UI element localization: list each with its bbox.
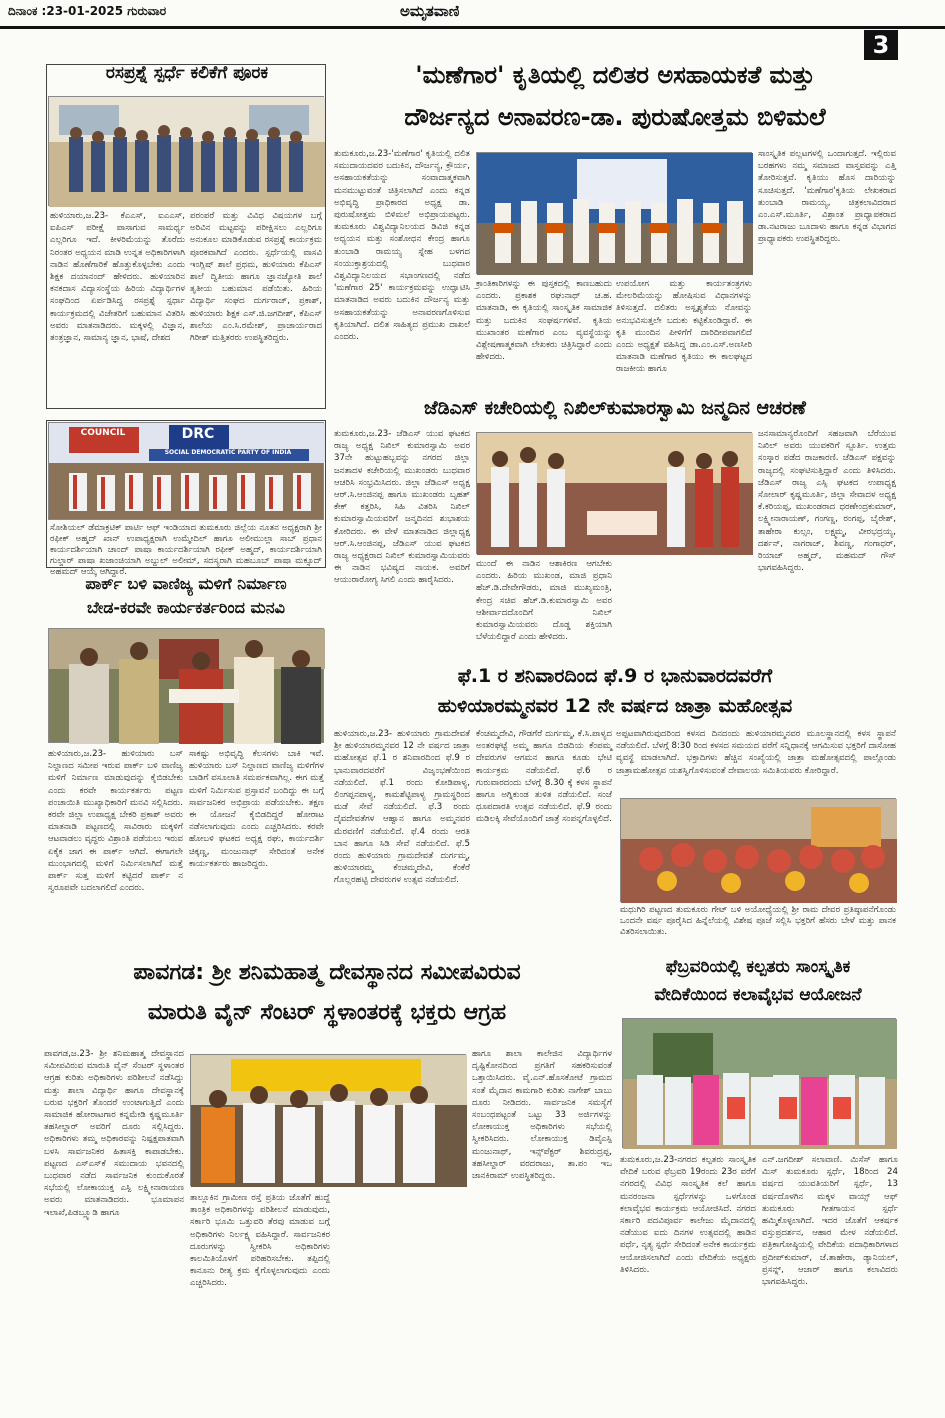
manegara-body-col4: ಸಾಂಸ್ಕೃತಿಕ ಪಲ್ಲಟಗಳಲ್ಲಿ ಒಂದಾಗುತ್ತದೆ. ಇಲ್ಲಿರುವ ಬರಹಗಳು ನಮ್ಮ ಸಮಾಜದ ವಾಸ್ತವವನ್ನು ಎತ್ತಿ ತೋರಿಸುತ್ತವೆ. ಕೃತಿಯು ಹೊಸ ದಾರಿಯನ್ನು ಸೂಚಿಸುತ್ತದೆ. 'ಮಣೆಗಾರ'ಕೃತಿಯ ಲೇಖಕರಾದ ತುಂಬಾಡಿ ರಾಮಯ್ಯ, ಚಿತ್ರಕಲಾವಿದರಾದ ಎಂ.ಎಸ್.ಮೂರ್ತಿ, ವಿಶ್ರಾಂತ ಪ್ರಾಧ್ಯಾಪಕರಾದ ಡಾ.ನಟರಾಜು ಬೂದಾಳು ಹಾಗೂ ಕನ್ನಡ ವಿಭಾಗದ ಪ್ರಾಧ್ಯಾಪಕರು ಉಪಸ್ಥಿತರಿದ್ದರು.: [758, 149, 896, 245]
newspaper-name: ಅಮೃತವಾಣಿ: [400, 2, 460, 20]
jds-body-col1: ತುಮಕೂರು,ಜ.23- ಜೆಡಿಎಸ್ ಯುವ ಘಟಕದ ರಾಜ್ಯ ಅಧ್ಯಕ್ಷ ನಿಖಿಲ್ ಕುಮಾರಸ್ವಾಮಿ ಅವರ 37ನೇ ಹುಟ್ಟುಹಬ್ಬವನ್ನು ನಗರದ ಜಿಲ್ಲಾ ಜನತಾದಳ ಕಚೇರಿಯಲ್ಲಿ ಮುಖಂಡರು ಬುಧವಾರ ಆಚರಿಸಿ ಸಂಭ್ರಮಿಸಿದರು. ಜಿಲ್ಲಾ ಜೆಡಿಎಸ್ ಅಧ್ಯಕ್ಷ ಆರ್.ಸಿ.ಆಂಜಿನಪ್ಪ ಹಾಗೂ ಮುಖಂಡರು ಬೃಹತ್ ಕೇಕ್ ಕತ್ತರಿಸಿ, ಸಿಹಿ ವಿತರಿಸಿ ನಿಖಿಲ್ ಕುಮಾರಸ್ವಾಮಿಯವರಿಗೆ ಜನ್ಮದಿನದ ಶುಭಾಶಯ ಕೋರಿದರು. ಈ ವೇಳೆ ಮಾತನಾಡಿದ ಜಿಲ್ಲಾಧ್ಯಕ್ಷ ಆರ್.ಸಿ.ಆಂಜಿನಪ್ಪ, ಜೆಡಿಎಸ್ ಯುವ ಘಟಕದ ರಾಜ್ಯ ಅಧ್ಯಕ್ಷರಾದ ನಿಖಿಲ್ ಕುಮಾರಸ್ವಾಮಿಯವರು ಈ ನಾಡಿನ ಭವಿಷ್ಯದ ನಾಯಕ. ಅವರಿಗೆ ಆಯುರಾರೋಗ್ಯ ಸಿಗಲಿ ಎಂದು ಹಾರೈಸಿದರು.: [334, 429, 470, 586]
kalpataru-headline-line1: ಫೆಬ್ರವರಿಯಲ್ಲಿ ಕಲ್ಪತರು ಸಾಂಸ್ಕೃತಿಕ: [665, 957, 851, 977]
pavagada-lokayukta-photo: [190, 1054, 466, 1186]
sdpi-banner-council: COUNCIL: [80, 428, 126, 438]
park-memorandum-photo: [48, 628, 324, 743]
quiz-winners-photo: [48, 96, 324, 206]
quiz-body-col1: ಹುಳಿಯಾರು,ಜ.23- ಕೆಎಎಸ್, ಐಎಎಸ್, ಐಪಿಎಸ್ ಪರೀಕ್ಷೆ ಪಾಸಾಗುವ ಸಾಮರ್ಥ್ಯ ಎಲ್ಲರಿಗೂ ಇದೆ. ಕೀಳರಿಮೆಯನ್ನು ತೊರೆದು ನಿರಂತರ ಅಧ್ಯಯನ ಮಾಡಿ ಉನ್ನತ ಅಧಿಕಾರಿಗಳಾಗಿ ನಾಡಿನ ಹೊಣೆಗಾರಿಕೆ ಹೊತ್ತುಕೊಳ್ಳಬೇಕು ಎಂದು ಶಿಕ್ಷಕ ದಯಾನಂದ್ ಹೇಳಿದರು. ಹುಳಿಯಾರಿನ ಕನಕದಾಸ ವಿದ್ಯಾಸಂಸ್ಥೆಯ ಹಿರಿಯ ವಿದ್ಯಾರ್ಥಿಗಳ ಸಂಘದಿಂದ ಏರ್ಪಡಿಸಿದ್ದ ರಸಪ್ರಶ್ನೆ ಸ್ಪರ್ಧಾ ಕಾರ್ಯಕ್ರಮದಲ್ಲಿ ವಿಜೇತರಿಗೆ ಬಹುಮಾನ ವಿತರಿಸಿ ಅವರು ಮಾತನಾಡಿದರು. ಮಕ್ಕಳಲ್ಲಿ ವಿಜ್ಞಾನ, ತಂತ್ರಜ್ಞಾನ, ಸಾಮಾನ್ಯ ಜ್ಞಾನ, ಭಾಷೆ, ದೇಶದ: [50, 211, 185, 344]
sdpi-caption: ಸೋಶಿಯಲ್ ಡೆಮಾಕ್ರಟಿಕ್ ಪಾರ್ಟಿ ಆಫ್ ಇಂಡಿಯಾದ ತುಮಕೂರು ಜಿಲ್ಲೆಯ ನೂತನ ಅಧ್ಯಕ್ಷರಾಗಿ ಶ್ರೀ ರಫೀಕ್ ಅಹ್ಮದ್ ಖಾನ್ ಉಪಾಧ್ಯಕ್ಷರಾಗಿ ಉಮ್ಮೇದಿಲ್ ಹಾಗೂ ಅಲೀಮುಲ್ಲಾ ಸಾಬ್ ಪ್ರಧಾನ ಕಾರ್ಯದರ್ಶಿಯಾಗಿ ಚಾಂದ್ ಪಾಷಾ ಕಾರ್ಯದರ್ಶಿಯಾಗಿ ರಫೀಕ್ ಅಹ್ಮದ್, ಕಾರ್ಯದರ್ಶಿಯಾಗಿ ಗುಲ್ಜಾರ್ ಪಾಷಾ ಖಜಾಂಚಿಯಾಗಿ ಅಬ್ದುಲ್ ಅಲೀಮ್, ಸದಸ್ಯರಾಗಿ ಮಹಬೂಬ್ ಪಾಷಾ ಮಕ್ಸೂದ್ ಅಹಮದ್ ಆಯ್ಕೆ ಆಗಿದ್ದಾರೆ.: [50, 523, 322, 577]
pavagada-headline-line1: ಪಾವಗಡ: ಶ್ರೀ ಶನಿಮಹಾತ್ಮ ದೇವಸ್ಥಾನದ ಸಮೀಪವಿರುವ: [133, 960, 521, 985]
pavagada-body-col3: ಹಾಗೂ ಶಾಲಾ ಕಾಲೇಜಿನ ವಿದ್ಯಾರ್ಥಿಗಳ ದೃಷ್ಟಿಕೋನದಿಂದ ಪ್ರಗತಿಗೆ ಸಹಕರಿಸುವಂತೆ ಒತ್ತಾಯಿಸಿದರು. ವೈ.ಎನ್.ಹೊಸಕೋಟೆ ಗ್ರಾಮದ ಸಂತೆ ಮೈದಾನ ಕಾಮಗಾರಿ ಕುರಿತು ನಾಗೇಶ್ ಬಾಬು ದೂರು ನೀಡಿದರು. ಸಾರ್ವಜನಿಕ ಸಮಸ್ಯೆಗೆ ಸಂಬಂಧಪಟ್ಟಂತೆ ಒಟ್ಟು 33 ಅರ್ಜಿಗಳನ್ನು ಲೋಕಾಯುಕ್ತ ಅಧಿಕಾರಿಗಳು ಸಭೆಯಲ್ಲಿ ಸ್ವೀಕರಿಸಿದರು. ಲೋಕಾಯುಕ್ತ ಡಿವೈಎಸ್ಪಿ ಮಂಜುನಾಥ್, ಇನ್ಸ್‌ಪೆಕ್ಟರ್ ಶಿವರುದ್ರಪ್ಪ, ತಹಸೀಲ್ದಾರ್ ವರದರಾಜು, ತಾ.ಪಂ ಇಒ ಜಾನಕಿರಾಮ್ ಉಪಸ್ಥಿತರಿದ್ದರು.: [472, 1049, 612, 1182]
jathre-body-col3: ಅಪ್ಪಟವಾಗಿರುವುದರಿಂದ ಕಳಸದ ದಿನದಂದು ಹುಳಿಯಾರಮ್ಮನವರ ಮೂಲಸ್ಥಾನದಲ್ಲಿ ಕಳಸ ಸ್ಥಾಪನೆ ನಡೆಯಲಿದೆ. ಬೆಳಗ್ಗೆ 8:30 ರಿಂದ ಕಳಸದ ಸಮಯದ ವರೆಗೆ ಸನ್ನಿಧಾನಕ್ಕೆ ಆಗಮಿಸುವ ಭಕ್ತರಿಗೆ ದಾಸೋಹ ವ್ಯವಸ್ಥೆ ಮಾಡಲಾಗಿದೆ. ಭಕ್ತಾದಿಗಳು ಹೆಚ್ಚಿನ ಸಂಖ್ಯೆಯಲ್ಲಿ ಜಾತ್ರಾ ಮಹೋತ್ಸವದಲ್ಲಿ ಪಾಲ್ಗೊಂಡು ಜಾತ್ರಾಮಹೋತ್ಸವ ಯಶಸ್ವಿಗೊಳಿಸುವಂತೆ ದೇವಾಲಯ ಸಮಿತಿಯವರು ಕೋರಿದ್ದಾರೆ.: [616, 729, 896, 776]
rama-pooja-caption: ಮಧುಗಿರಿ ಪಟ್ಟಣದ ತುಮಕೂರು ಗೇಟ್ ಬಳಿ ಅಯೋಧ್ಯೆಯಲ್ಲಿ ಶ್ರೀ ರಾಮ ದೇವರ ಪ್ರತಿಷ್ಠಾಪನೆಗೊಂಡು ಒಂದನೇ ವರ್ಷ ಪೂರೈಸಿದ ಹಿನ್ನೆಲೆಯಲ್ಲಿ ವಿಶೇಷ ಪೂಜೆ ಸಲ್ಲಿಸಿ ಭಕ್ತರಿಗೆ ಹೆಸರು ಬೇಳೆ ಮತ್ತು ಪಾನಕ ವಿತರಿಸಲಾಯಿತು.: [620, 905, 896, 937]
kalpataru-body-col1: ತುಮಕೂರು,ಜ.23-ನಗರದ ಕಲ್ಪತರು ಸಾಂಸ್ಕೃತಿಕ ವೇದಿಕೆ ಬರುವ ಫೆಬ್ರವರಿ 19ರಂದು 23ರ ವರೆಗೆ ನಗರದಲ್ಲಿ ವಿವಿಧ ಸಾಂಸ್ಕೃತಿಕ ಕಲೆ ಹಾಗೂ ಮನರಂಜನಾ ಸ್ಪರ್ಧೆಗಳನ್ನು ಒಳಗೊಂಡ ಕಲಾವೈಭವ ಕಾರ್ಯಕ್ರಮ ಆಯೋಜಿಸಿದೆ. ನಗರದ ಸರ್ಕಾರಿ ಪದವಿಪೂರ್ವ ಕಾಲೇಜು ಮೈದಾನದಲ್ಲಿ ನಡೆಯುವ ಐದು ದಿನಗಳ ಉತ್ಸವದಲ್ಲಿ ಹಾಡಿನ ಪರ್ಧೆ, ನೃತ್ಯ ಸ್ಪರ್ಧೆ ಸೇರಿದಂತೆ ಅನೇಕ ಕಾರ್ಯಕ್ರಮ ಆಯೋಜಿಸಲಾಗಿದೆ ಎಂದು ವೇದಿಕೆಯ ಅಧ್ಯಕ್ಷರು ತಿಳಿಸಿದರು.: [620, 1155, 756, 1275]
jathre-headline-line1: ಫೆ.1 ರ ಶನಿವಾರದಿಂದ ಫೆ.9 ರ ಭಾನುವಾರದವರೆಗೆ: [457, 665, 773, 687]
kalpataru-body-col2: ಎನ್.ಜಗದೀಶ್ ಸಲಾವಾಣಿ. ಮಿಸೆಸ್ ಹಾಗೂ ಮಿಸ್ ತುಮಕೂರು ಸ್ಪರ್ಧೆ, 18ರಿಂದ 24 ವರ್ಷದ ಯುವತಿಯರಿಗೆ ಸ್ಪರ್ಧೆ, 13 ವರ್ಷದೊಳಗಿನ ಮಕ್ಕಳ ವಾಯ್ಸ್ ಆಫ್ ತುಮಕೂರು ಗೀತಗಾಯನ ಸ್ಪರ್ಧೆ ಹಮ್ಮಿಕೊಳ್ಳಲಾಗಿದೆ. ಇದರ ಜೊತೆಗೆ ಆಕರ್ಷಕ ವಸ್ತುಪ್ರದರ್ಶನ, ಆಹಾರ ಮೇಳ ನಡೆಯಲಿದೆ. ಪತ್ರಿಕಾಗೋಷ್ಠಿಯಲ್ಲಿ ವೇದಿಕೆಯ ಪದಾಧಿಕಾರಿಗಳಾದ ಪ್ರದೀಪ್‌ಕುಮಾರ್, ಜೆ.ತಾಹೇರಾ, ಡ್ಯಾನಿಯಲ್, ಪ್ರಸನ್ನ್, ಆಜಾರ್ ಹಾಗೂ ಕಲಾವಿದರು ಭಾಗವಹಿಸಿದ್ದರು.: [762, 1155, 898, 1288]
quiz-body-col2: ಪರಂಪರೆ ಮತ್ತು ವಿವಿಧ ವಿಷಯಗಳ ಬಗ್ಗೆ ಅರಿವಿನ ಮಟ್ಟವನ್ನು ಪರೀಕ್ಷಿಸಲು ಎಲ್ಲರಿಗೂ ಅನುಕೂಲ ಮಾಡಿಕೊಡುವ ರಸಪ್ರಶ್ನೆ ಕಾರ್ಯಕ್ರಮ ಪೂರಕವಾಗಿದೆ ಎಂದರು. ಸ್ಪರ್ಧೆಯಲ್ಲಿ ವಾಸವಿ ಇಂಗ್ಲಿಷ್ ಶಾಲೆ ಪ್ರಥಮ, ಹುಳಿಯಾರು ಕೆಪಿಎಸ್ ಶಾಲೆ ದ್ವಿತೀಯ ಹಾಗೂ ಜ್ಞಾನಜ್ಯೋತಿ ಶಾಲೆ ತೃತೀಯ ಬಹುಮಾನ ಪಡೆಯಿತು. ಹಿರಿಯ ವಿದ್ಯಾರ್ಥಿ ಸಂಘದ ದುರ್ಗರಾಜ್, ಪ್ರಕಾಶ್, ಹುಳಿಯಾರು ಶಿಕ್ಷಕ ಎಸ್.ಜಿ.ಜಗದೀಶ್, ಕೆಪಿಎಸ್ ಶಾಲೆಯ ಎಂ.ಸಿ.ರಮೇಶ್, ಪ್ರಾಚಾರ್ಯರಾದ ಗಿರೀಶ್ ಮತ್ತಿತರರು ಉಪಸ್ಥಿತರಿದ್ದರು.: [190, 211, 322, 344]
pavagada-body-col2: ತಾಲ್ಲೂಕಿನ ಗ್ರಾಮೀಣ ರಸ್ತೆ ಪ್ರತಿಯ ಜೊತೆಗೆ ಹುದ್ದೆ ತಾಂತ್ರಿಕ ಅಧಿಕಾರಿಗಳನ್ನು ಪರಿಶೀಲನೆ ಮಾಡುವುದು, ಸರ್ಕಾರಿ ಭೂಮಿ ಒತ್ತುವರಿ ತೆರವು ಮಾಡುವ ಬಗ್ಗೆ ಅಧಿಕಾರಿಗಳು ನಿರ್ಲಕ್ಷ್ಯ ವಹಿಸಿದ್ದಾರೆ. ಸಾರ್ವಜನಿಕರ ದೂರುಗಳನ್ನು ಸ್ವೀಕರಿಸಿ ಅಧಿಕಾರಿಗಳು ಕಾಲಮಿತಿಯೊಳಗೆ ಪರಿಹರಿಸಬೇಕು. ತಪ್ಪಿದಲ್ಲಿ ಕಾನೂನು ರೀತ್ಯ ಕ್ರಮ ಕೈಗೊಳ್ಳಲಾಗುವುದು ಎಂದು ಎಚ್ಚರಿಸಿದರು.: [190, 1193, 330, 1289]
jds-headline: ಜೆಡಿಎಸ್ ಕಚೇರಿಯಲ್ಲಿ ನಿಖಿಲ್‌ಕುಮಾರಸ್ವಾಮಿ ಜನ್ಮದಿನ ಆಚರಣೆ: [334, 396, 896, 420]
jds-body-col3: ಜನಸಾಮಾನ್ಯರೊಂದಿಗೆ ಸಹಜವಾಗಿ ಬೆರೆಯುವ ನಿಖಿಲ್ ಅವರು ಯುವಕರಿಗೆ ಸ್ಪೂರ್ತಿ. ಉತ್ತಮ ಸಂಸ್ಕಾರ ಪಡೆದ ರಾಜಕಾರಣಿ. ಜೆಡಿಎಸ್ ಪಕ್ಷವನ್ನು ರಾಜ್ಯದಲ್ಲಿ ಸಂಘಟಿಸುತ್ತಿದ್ದಾರೆ ಎಂದು ತಿಳಿಸಿದರು. ಜೆಡಿಎಸ್ ರಾಜ್ಯ ಎಸ್ಸಿ ಘಟಕದ ಉಪಾಧ್ಯಕ್ಷ ಸೋಲಾರ್ ಕೃಷ್ಣಮೂರ್ತಿ, ಜಿಲ್ಲಾ ಸೇವಾದಳ ಅಧ್ಯಕ್ಷ ಕೆ.ಕರಿಯಪ್ಪ, ಮುಖಂಡರಾದ ಧರಣೇಂದ್ರಕುಮಾರ್, ಲಕ್ಷ್ಮೀನಾರಾಯಣ್, ಗಂಗಣ್ಣ, ರಂಗಪ್ಪ, ಬೈರೇಶ್, ತಾಹೇರಾ ಕುಲ್ಸಂ, ಲಕ್ಷ್ಮಮ್ಮ, ವೀರಭದ್ರಯ್ಯ, ದರ್ಶನ್, ನಾಗರಾಜ್, ಶಿವಣ್ಣ, ಗಂಗಾಧರ್, ರಿಯಾಜ್ ಅಹ್ಮದ್, ಮಹಮದ್ ಗೌಸ್ ಭಾಗವಹಿಸಿದ್ದರು.: [758, 429, 896, 574]
masthead-rule: [0, 26, 945, 29]
manegara-body-col1: ತುಮಕೂರು,ಜ.23-'ಮಣೆಗಾರ' ಕೃತಿಯಲ್ಲಿ ದಲಿತ ಸಮುದಾಯದವರ ಬದುಕಿನ, ದೌರ್ಜನ್ಯ, ಕ್ರೌರ್ಯ, ಅಸಹಾಯಕತೆಯನ್ನು ಸಂವಾದಾತ್ಮಕವಾಗಿ ಮನಮುಟ್ಟುವಂತೆ ಚಿತ್ರಿಸಲಾಗಿದೆ ಎಂದು ಕನ್ನಡ ಅಭಿವೃದ್ಧಿ ಪ್ರಾಧಿಕಾರದ ಅಧ್ಯಕ್ಷ ಡಾ. ಪುರುಷೋತ್ತಮ ಬಿಳಿಮಲೆ ಅಭಿಪ್ರಾಯಪಟ್ಟರು. ತುಮಕೂರು ವಿಶ್ವವಿದ್ಯಾನಿಲಯದ ಡಿವಿಜಿ ಕನ್ನಡ ಅಧ್ಯಯನ ಮತ್ತು ಸಂಶೋಧನ ಕೇಂದ್ರ ಹಾಗೂ ತುಂಬಾಡಿ ರಾಮಯ್ಯ ಸ್ನೇಹ ಬಳಗದ ಸಂಯುಕ್ತಾಶ್ರಯದಲ್ಲಿ ಬುಧವಾರ ವಿಶ್ವವಿದ್ಯಾನಿಲಯದ ಸಭಾಂಗಣದಲ್ಲಿ ನಡೆದ 'ಮಣೆಗಾರ 25' ಕಾರ್ಯಕ್ರಮವನ್ನು ಉದ್ಘಾಟಿಸಿ ಮಾತನಾಡಿದ ಅವರು ಬದುಕಿನ ದೌರ್ಜನ್ಯ ಮತ್ತು ಅಸಹಾಯಕತೆಯನ್ನು ಅನಾವರಣಗೊಳಿಸುವ ಕೃತಿಯಾಗಿದೆ. ದಲಿತ ಸಾಹಿತ್ಯದ ಪ್ರಮುಖ ದಾಖಲೆ ಎಂದರು.: [334, 149, 470, 343]
kalpataru-press-meet-photo: [622, 1018, 896, 1148]
issue-date: ದಿನಾಂಕ :23-01-2025 ಗುರುವಾರ: [8, 4, 167, 18]
manegara-body-col2: ಕ್ರಾಂತಿಕಾರಿಗಳನ್ನು ಈ ಪುಸ್ತಕದಲ್ಲಿ ಕಾಣಬಹುದು ಎಂದರು. ಪ್ರಕಾಶಕ ರಘುನಾಥ್ ಚ.ಹ. ಮಾತನಾಡಿ, ಈ ಕೃತಿಯಲ್ಲಿ ಸಾಂಸ್ಕೃತಿಕ ಸಾಮಾಜಿಕ ಮತ್ತು ಬದುಕಿನ ಸಂಘರ್ಷಗಳಿವೆ. ಕೃತಿಯ ಮುಖಾಂತರ ಮಣೆಗಾರ ಎಂಬ ವ್ಯವಸ್ಥೆಯನ್ನು ವಿಶ್ಲೇಷಣಾತ್ಮಕವಾಗಿ ಲೇಖಕರು ಚಿತ್ರಿಸಿದ್ದಾರೆ ಎಂದು ಹೇಳಿದರು.: [476, 279, 612, 363]
jathre-body-col2: ಕೆಂಚಮ್ಮದೇವಿ, ಗೌಡಗೆರೆ ದುರ್ಗಮ್ಮ, ಕೆ.ಸಿ.ಪಾಳ್ಯದ ಅಂತರಘಟ್ಟೆ ಅಮ್ಮ ಹಾಗೂ ಬಿಡದಿಯ ಕೆಂಪಮ್ಮ ದೇವರುಗಳ ಆಗಮನ ಹಾಗೂ ಕೂಡು ಭೇಟಿ ಕಾರ್ಯಕ್ರಮ ನಡೆಯಲಿದೆ. ಫೆ.6 ರ ಗುರುವಾರದಂದು ಬೆಳಗ್ಗೆ 8.30 ಕ್ಕೆ ಕಳಸ ಸ್ಥಾಪನೆ ಹಾಗೂ ಅಗ್ನಿಕುಂಡ ತುಳಿತ ನಡೆಯಲಿದೆ. ಸಂಜೆ ಧೂಪದಾರತಿ ಉತ್ಸವ ನಡೆಯಲಿದೆ. ಫೆ.9 ರಂದು ಮಡಿಲಕ್ಕಿ ಸೇವೆಯೊಂದಿಗೆ ಜಾತ್ರೆ ಸಂಪನ್ನಗೊಳ್ಳಲಿದೆ.: [476, 729, 612, 825]
jds-body-col2: ಮುಂದೆ ಈ ನಾಡಿನ ಆಶಾಕಿರಣ ಆಗಬೇಕು ಎಂದರು. ಹಿರಿಯ ಮುಖಂಡ, ಮಾಜಿ ಪ್ರಧಾನಿ ಹೆಚ್.ಡಿ.ದೇವೇಗೌಡರು, ಮಾಜಿ ಮುಖ್ಯಮಂತ್ರಿ, ಕೇಂದ್ರ ಸಚಿವ ಹೆಚ್.ಡಿ.ಕುಮಾರಸ್ವಾಮಿ ಅವರ ಆಶೀರ್ವಾದದೊಂದಿಗೆ ನಿಖಿಲ್ ಕುಮಾರಸ್ವಾಮಿಯವರು ದೊಡ್ಡ ಶಕ್ತಿಯಾಗಿ ಬೆಳೆಯಲಿದ್ದಾರೆ ಎಂದು ಹೇಳಿದರು.: [476, 559, 612, 643]
manegara-headline-line2: ದೌರ್ಜನ್ಯದ ಅನಾವರಣ-ಡಾ. ಪುರುಷೋತ್ತಮ ಬಿಳಿಮಲೆ: [404, 103, 826, 131]
pavagada-headline-line2: ಮಾರುತಿ ವೈನ್ ಸೆಂಟರ್ ಸ್ಥಳಾಂತರಕ್ಕೆ ಭಕ್ತರು ಆಗ್ರಹ: [147, 1000, 507, 1025]
jds-birthday-cake-photo: [476, 432, 752, 554]
park-headline-line2: ಬೇಡ-ಕರವೇ ಕಾರ್ಯಕರ್ತರಿಂದ ಮನವಿ: [87, 598, 285, 617]
jathre-body-col1: ಹುಳಿಯಾರು,ಜ.23- ಹುಳಿಯಾರು ಗ್ರಾಮದೇವತೆ ಶ್ರೀ ಹುಳಿಯಾರಮ್ಮನವರ 12 ನೇ ವರ್ಷದ ಜಾತ್ರಾ ಮಹೋತ್ಸವ ಫೆ.1 ರ ಶನಿವಾರದಿಂದ ಫೆ.9 ರ ಭಾನುವಾರದವರೆಗೆ ವಿಜೃಂಭಣೆಯಿಂದ ನಡೆಯಲಿದೆ. ಫೆ.1 ರಂದು ಕೋಡಿಪಾಳ್ಯ, ಲಿಂಗಪ್ಪನಪಾಳ್ಯ, ಕಾಮಶೆಟ್ಟಿಪಾಳ್ಯ ಗ್ರಾಮಸ್ಥರಿಂದ ಮಡೆ ಸೇವೆ ನಡೆಯಲಿದೆ. ಫೆ.3 ರಂದು ದೈವದೇವತೆಗಳ ಆಹ್ವಾನ ಹಾಗೂ ಅಮ್ಮನವರ ಮೆರವಣಿಗೆ ನಡೆಯಲಿದೆ. ಫೆ.4 ರಂದು ಆರತಿ ಬಾನ ಹಾಗೂ ಸಿಡಿ ಸೇವೆ ನಡೆಯಲಿದೆ. ಫೆ.5 ರಂದು ಹುಳಿಯಾರು ಗ್ರಾಮದೇವತೆ ದುರ್ಗಮ್ಮ, ಹುಳಿಯಾರಮ್ಮ ಕೆಂಚಮ್ಮದೇವಿ, ಕೆಂಕೆರೆ ಗೊಲ್ಲರಹಟ್ಟಿ ದೇವರುಗಳ ಉತ್ಸವ ನಡೆಯಲಿದೆ.: [334, 729, 470, 886]
manegara-book-release-photo: [476, 152, 752, 274]
pavagada-body-col1: ಪಾವಗಡ,ಜ.23- ಶ್ರೀ ಶನಿಮಹಾತ್ಮ ದೇವಸ್ಥಾನದ ಸಮೀಪವಿರುವ ಮಾರುತಿ ವೈನ್ ಸೆಂಟರ್ ಸ್ಥಳಾಂತರ ಆಗ್ರಹ ಕುರಿತು ಅಧಿಕಾರಿಗಳು ಪರಿಶೀಲನೆ ನಡೆಸಿದ್ದು ಮತ್ತು ಶಾಲಾ ವಿದ್ಯಾರ್ಥಿ ಹಾಗೂ ದೇವಸ್ಥಾನಕ್ಕೆ ಬರುವ ಭಕ್ತರಿಗೆ ತೊಂದರೆ ಉಂಟಾಗುತ್ತಿದೆ ಎಂದು ಸಾಮಾಜಿಕ ಹೋರಾಟಗಾರ ಕನ್ನಮೇಡಿ ಕೃಷ್ಣಮೂರ್ತಿ ತಹಸೀಲ್ದಾರ್ ಅವರಿಗೆ ದೂರು ಸಲ್ಲಿಸಿದ್ದರು. ಅಧಿಕಾರಿಗಳು ತಮ್ಮ ಅಧಿಕಾರವನ್ನು ನಿಷ್ಪಕ್ಷಪಾತವಾಗಿ ಬಳಸಿ ಸಾರ್ವಜನಿಕರ ಹಿತಾಸಕ್ತಿ ಕಾಪಾಡಬೇಕು. ಪಟ್ಟಣದ ಎಸ್‌ಎಸ್‌ಕೆ ಸಮುದಾಯ ಭವನದಲ್ಲಿ ಬುಧವಾರ ನಡೆದ ಸಾರ್ವಜನಿಕ ಕುಂದುಕೊರತೆ ಸಭೆಯಲ್ಲಿ ಲೋಕಾಯುಕ್ತ ಎಸ್ಪಿ ಲಕ್ಷ್ಮೀನಾರಾಯಣ ಅವರು ಮಾತನಾಡಿದರು. ಭೂಮಾಪನ ಇಲಾಖೆ,ಪಿಡಬ್ಲ್ಯೂಡಿ ಹಾಗೂ: [44, 1049, 184, 1218]
park-body-col2: ಸಾಕಷ್ಟು ಅಭಿವೃದ್ಧಿ ಕೆಲಸಗಳು ಬಾಕಿ ಇವೆ. ಹುಳಿಯಾರು ಬಸ್ ನಿಲ್ದಾಣದ ವಾಣಿಜ್ಯ ಮಳಿಗೆಗಳ ಬಾಡಿಗೆ ವಸೂಲಾತಿ ಸಮರ್ಪಕವಾಗಿಲ್ಲ. ಈಗ ಮತ್ತೆ ಮಳಿಗೆ ನಿರ್ಮಿಸುವ ಪ್ರಸ್ತಾವನೆ ಬಂದಿದ್ದು ಈ ಬಗ್ಗೆ ಸಾರ್ವಜನಿಕರ ಅಭಿಪ್ರಾಯ ಪಡೆಯಬೇಕು. ತಕ್ಷಣ ಈ ಯೋಜನೆ ಕೈಬಿಡದಿದ್ದರೆ ಹೋರಾಟ ನಡೆಸಲಾಗುವುದು ಎಂದು ಎಚ್ಚರಿಸಿದರು. ಕರವೇ ಹೋಬಳಿ ಘಟಕದ ಅಧ್ಯಕ್ಷ ರಘು, ಕಾರ್ಯದರ್ಶಿ ಚಿಕ್ಕಣ್ಣ, ಮಂಜುನಾಥ್ ಸೇರಿದಂತೆ ಅನೇಕ ಕಾರ್ಯಕರ್ತರು ಹಾಜರಿದ್ದರು.: [189, 749, 324, 869]
pavagada-body-col2b: [336, 1192, 466, 1368]
manegara-headline-line1: 'ಮಣೆಗಾರ' ಕೃತಿಯಲ್ಲಿ ದಲಿತರ ಅಸಹಾಯಕತೆ ಮತ್ತು: [415, 61, 815, 89]
rama-pooja-photo: [620, 798, 896, 902]
park-body-col1: ಹುಳಿಯಾರು,ಜ.23- ಹುಳಿಯಾರು ಬಸ್ ನಿಲ್ದಾಣದ ಸಮೀಪ ಇರುವ ಪಾರ್ಕ್ ಬಳಿ ವಾಣಿಜ್ಯ ಮಳಿಗೆ ನಿರ್ಮಾಣ ಮಾಡುವುದನ್ನು ಕೈಬಿಡಬೇಕು ಎಂದು ಕರವೇ ಕಾರ್ಯಕರ್ತರು ಪಟ್ಟಣ ಪಂಚಾಯಿತಿ ಮುಖ್ಯಾಧಿಕಾರಿಗೆ ಮನವಿ ಸಲ್ಲಿಸಿದರು. ಕರವೇ ಜಿಲ್ಲಾ ಉಪಾಧ್ಯಕ್ಷ ಬೇಕರಿ ಪ್ರಕಾಶ್ ಅವರು ಮಾತನಾಡಿ ಪಟ್ಟಣದಲ್ಲಿ ಸಾವಿರಾರು ಮಕ್ಕಳಿಗೆ ಆಟವಾಡಲು ವೃದ್ಧರು ವಿಶ್ರಾಂತಿ ಪಡೆಯಲು ಇರುವ ಏಕೈಕ ಜಾಗ ಈ ಪಾರ್ಕ್ ಆಗಿದೆ. ಈಗಾಗಲೇ ಮುಂಭಾಗದಲ್ಲಿ ಮಳಿಗೆ ನಿರ್ಮಿಸಲಾಗಿದೆ ಮತ್ತೆ ಪಾರ್ಕ್ ಸುತ್ತ ಮಳಿಗೆ ಕಟ್ಟಿದರೆ ಪಾರ್ಕ್ ನ ಸ್ವರೂಪವೇ ಬದಲಾಗಲಿದೆ ಎಂದರು.: [48, 749, 183, 894]
jathre-headline-line2: ಹುಳಿಯಾರಮ್ಮನವರ 12 ನೇ ವರ್ಷದ ಜಾತ್ರಾ ಮಹೋತ್ಸವ: [437, 695, 793, 717]
sdpi-banner-party: SOCIAL DEMOCRATIC PARTY OF INDIA: [164, 449, 292, 456]
park-headline-line1: ಪಾರ್ಕ್ ಬಳಿ ವಾಣಿಜ್ಯ ಮಳಿಗೆ ನಿರ್ಮಾಣ: [85, 574, 287, 593]
manegara-body-col3: ಉಪಯೋಗ ಮತ್ತು ಕಾರ್ಯತಂತ್ರಗಳು ಮೇಲರಿಮೆಯನ್ನು ಹೋಷಿಸುವ ವಿಧಾನಗಳನ್ನು ತಿಳಿಸುತ್ತದೆ. ದಲಿತರು ಅಸ್ಪೃಶ್ಯತೆಯ ನೋವನ್ನು ಅನುಭವಿಸುತ್ತಲೇ ಬದುಕು ಕಟ್ಟಿಕೊಂಡಿದ್ದಾರೆ. ಈ ಕೃತಿ ಮುಂದಿನ ಪೀಳಿಗೆಗೆ ದಾರಿದೀಪವಾಗಲಿದೆ ಎಂದು ಅಧ್ಯಕ್ಷತೆ ವಹಿಸಿದ್ದ ಡಾ.ಎಂ.ಎಸ್.ಅಣಸೀರಿ ಮಾತನಾಡಿ ಮಣೆಗಾರ ಕೃತಿಯು ಈ ಕಾಲಘಟ್ಟದ ರಾಜಕೀಯ ಹಾಗೂ: [616, 279, 752, 375]
page-number: 3: [864, 30, 898, 60]
kalpataru-headline-line2: ವೇದಿಕೆಯಿಂದ ಕಲಾವೈಭವ ಆಯೋಜನೆ: [654, 985, 862, 1005]
quiz-headline: ರಸಪ್ರಶ್ನೆ ಸ್ಪರ್ಧೆ ಕಲಿಕೆಗೆ ಪೂರಕ: [105, 63, 269, 83]
sdpi-banner-drc: DRC: [181, 426, 215, 442]
